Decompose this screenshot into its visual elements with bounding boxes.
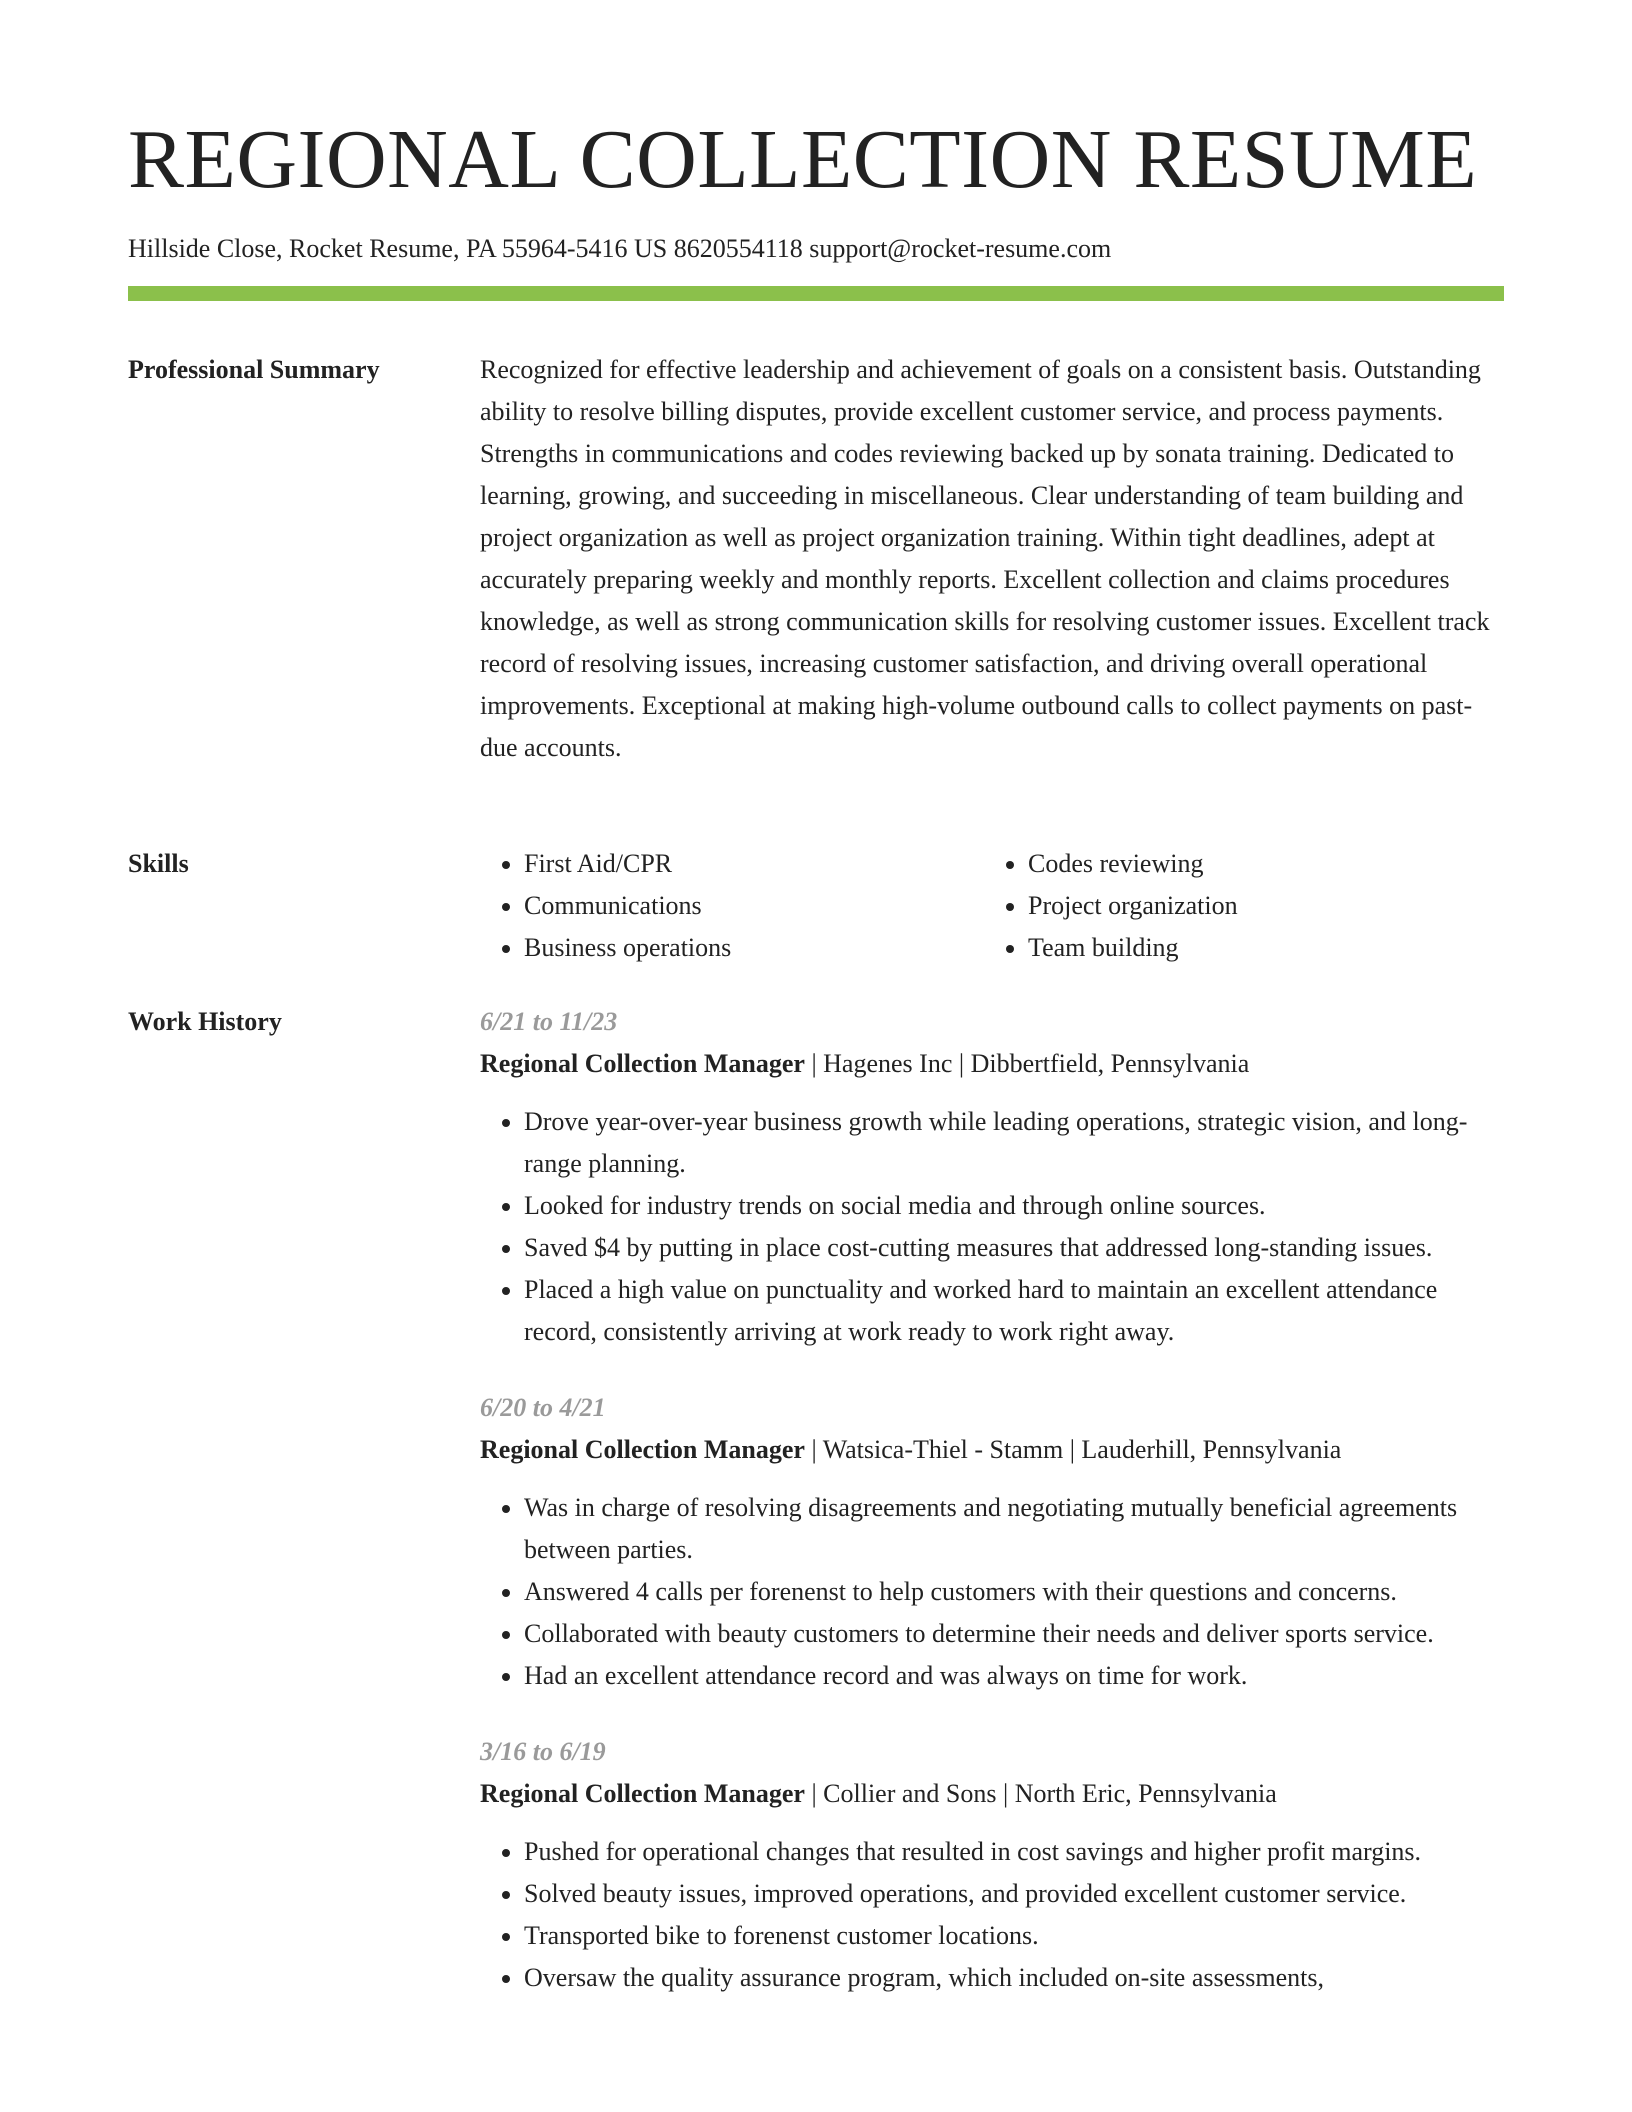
job-company-location: | Watsica-Thiel - Stamm | Lauderhill, Pennsylvania: [804, 1435, 1342, 1464]
job-title-line: [480, 1429, 1504, 1471]
skills-body: [480, 843, 1504, 969]
resume-name: REGIONAL COLLECTION RESUME: [128, 113, 1478, 206]
job-bullet: • Oversaw the quality assurance program, which included on-site assessments,: [524, 1957, 1504, 1999]
job-title-line: [480, 1043, 1504, 1085]
job-bullet: • Solved beauty issues, improved operations, and provided excellent customer service.: [524, 1873, 1504, 1915]
job-company-location: | Hagenes Inc | Dibbertfield, Pennsylvania: [804, 1049, 1250, 1078]
job-bullet: • Answered 4 calls per forenenst to help customers with their questions and concerns.: [524, 1571, 1504, 1613]
job-entry: [480, 1001, 1504, 1353]
job-bullet: • Drove year-over-year business growth while leading operations, strategic vision, and long-range planning.: [524, 1101, 1504, 1185]
skill-item: • Codes reviewing: [1028, 843, 1488, 885]
job-bullets: [480, 1487, 1504, 1697]
header-divider: [128, 286, 1504, 301]
job-bullet: • Transported bike to forenenst customer locations.: [524, 1915, 1504, 1957]
job-dates: 6/21 to 11/23: [480, 1007, 618, 1036]
job-dates: 6/20 to 4/21: [480, 1393, 606, 1422]
skill-item: • Team building: [1028, 927, 1488, 969]
job-bullet: • Was in charge of resolving disagreements and negotiating mutually beneficial agreements between parties.: [524, 1487, 1504, 1571]
work-heading: Work History: [128, 1007, 282, 1036]
job-entry: [480, 1731, 1504, 1999]
job-bullet: • Pushed for operational changes that resulted in cost savings and higher profit margins.: [524, 1831, 1504, 1873]
job-title-line: [480, 1773, 1504, 1815]
skill-item: • First Aid/CPR: [524, 843, 984, 885]
skills-column-left: [480, 843, 984, 969]
job-bullet: • Saved $4 by putting in place cost-cutting measures that addressed long-standing issues.: [524, 1227, 1504, 1269]
job-bullet: • Had an excellent attendance record and was always on time for work.: [524, 1655, 1504, 1697]
summary-heading: Professional Summary: [128, 355, 380, 384]
summary-text: Recognized for effective leadership and achievement of goals on a consistent basis. Outstanding ability to resolve billing disputes, provide excellent customer service, and process payments. Strengths in communications and codes reviewing backed up by sonata training. Dedicated to learning, growing, and succeeding in miscellaneous. Clear understanding of team building and project organization as well as project organization training. Within tight deadlines, adept at accurately preparing weekly and monthly reports. Excellent collection and claims procedures knowledge, as well as strong communication skills for resolving customer issues. Excellent track record of resolving issues, increasing customer satisfaction, and driving overall operational improvements. Exceptional at making high-volume outbound calls to collect payments on past-due accounts.: [480, 355, 1490, 762]
job-title: Regional Collection Manager: [480, 1435, 805, 1464]
contact-line: Hillside Close, Rocket Resume, PA 55964-5416 US 8620554118 support@rocket-resume.com: [128, 234, 1112, 263]
job-bullets: [480, 1101, 1504, 1353]
job-dates: 3/16 to 6/19: [480, 1737, 606, 1766]
skill-item: • Business operations: [524, 927, 984, 969]
skills-heading: Skills: [128, 849, 189, 878]
job-title: Regional Collection Manager: [480, 1779, 805, 1808]
job-company-location: | Collier and Sons | North Eric, Pennsylvania: [804, 1779, 1277, 1808]
summary-body: [480, 349, 1504, 769]
skills-grid: [480, 843, 1504, 969]
job-entry: [480, 1387, 1504, 1697]
job-bullets: [480, 1831, 1504, 1999]
job-bullet: • Placed a high value on punctuality and worked hard to maintain an excellent attendance record, consistently arriving at work ready to work right away.: [524, 1269, 1504, 1353]
skills-column-right: [984, 843, 1488, 969]
job-bullet: • Looked for industry trends on social media and through online sources.: [524, 1185, 1504, 1227]
work-body: [480, 1001, 1504, 2033]
job-bullet: • Collaborated with beauty customers to determine their needs and deliver sports service.: [524, 1613, 1504, 1655]
skill-item: • Project organization: [1028, 885, 1488, 927]
skill-item: • Communications: [524, 885, 984, 927]
job-title: Regional Collection Manager: [480, 1049, 805, 1078]
